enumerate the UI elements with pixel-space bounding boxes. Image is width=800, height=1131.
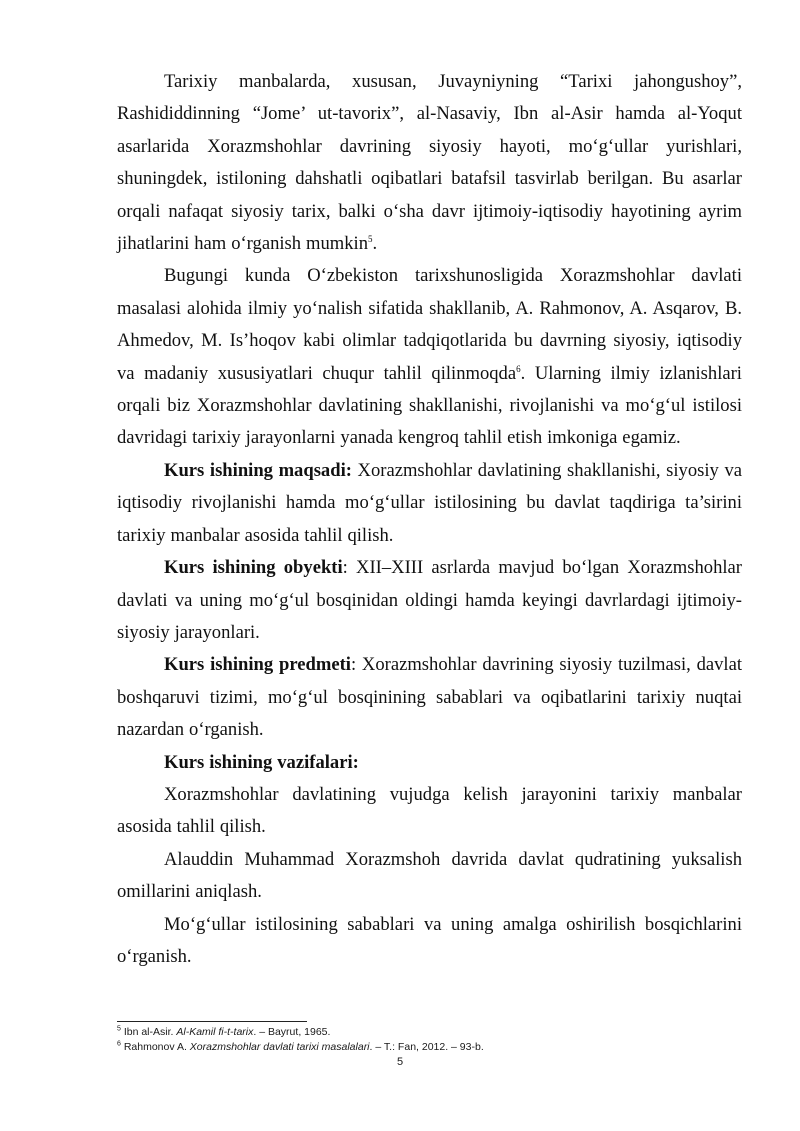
footnote-6: [117, 1040, 742, 1055]
section-label: Kurs ishining predmeti: [164, 654, 351, 676]
paragraph-text: Tarixiy manbalarda, xususan, Juvayniyning “Tarixi jahongushoy”, Rashididdinning “Jome’ ut-tavorix”, al-Nasaviy, Ibn al-Asir hamda al-Yoqut asarlarida Xorazmshohlar davrining siyosiy hayoti, mo‘g‘ullar yurishlari, shuningdek, istiloning dahshatli oqibatlari batafsil tasvirlab berilgan. Bu asarlar orqali nafaqat siyosiy tarix, balki o‘sha davr ijtimoiy-iqtisodiy hayotining ayrim jihatlarini ham o‘rganish mumkin: [117, 71, 742, 255]
section-label: Kurs ishining vazifalari:: [164, 751, 359, 773]
paragraph-text-end: . Ularning ilmiy izlanishlari orqali biz Xorazmshohlar davlatining shakllanishi, rivojlanishi va mo‘g‘ul istilosi davridagi tarixiy jarayonlarni yanada kengroq tahlil etish imkoniga egamiz.: [117, 362, 742, 449]
paragraph-goal: [117, 455, 742, 552]
footnotes: [117, 1025, 742, 1054]
paragraph-text: Alauddin Muhammad Xorazmshoh davrida davlat qudratining yuksalish omillarini aniqlash.: [117, 848, 742, 903]
paragraph-historiography: [117, 260, 742, 454]
paragraph-text: Mo‘g‘ullar istilosining sabablari va uning amalga oshirilish bosqichlarini o‘rganish.: [117, 913, 742, 967]
paragraph-subject: [117, 649, 742, 746]
section-label: Kurs ishining maqsadi:: [164, 459, 352, 481]
footnote-publication: . – T.: Fan, 2012. – 93-b.: [369, 1040, 484, 1053]
paragraph-sources: [117, 66, 742, 260]
paragraph-text: Xorazmshohlar davlatining vujudga kelish jarayonini tarixiy manbalar asosida tahlil qilish.: [117, 783, 742, 838]
paragraph-tasks-heading: [117, 747, 742, 779]
paragraph-text: Bugungi kunda O‘zbekiston tarixshunosligida Xorazmshohlar davlati masalasi alohida ilmiy yo‘nalish sifatida shakllanib, A. Rahmonov, A. Asqarov, B. Ahmedov, M. Is’hoqov kabi olimlar tadqiqotlarida bu davrning siyosiy, iqtisodiy va madaniy xususiyatlari chuqur tahlil qilinmoqda: [117, 265, 742, 384]
footnote-ref[interactable]: 6: [516, 363, 521, 374]
section-label: Kurs ishining obyekti: [164, 557, 343, 579]
footnote-ref[interactable]: 5: [368, 233, 373, 244]
paragraph-text: Xorazmshohlar davlatining shakllanishi, siyosiy va iqtisodiy rivojlanishi hamda mo‘g‘ullar istilosining bu davlat taqdiriga ta’sirini tarixiy manbalar asosida tahlil qilish.: [117, 459, 742, 546]
footnote-author: Rahmonov A.: [123, 1040, 190, 1053]
page-number: 5: [396, 1056, 404, 1068]
paragraph-task-3: [117, 909, 742, 974]
paragraph-text: : Xorazmshohlar davrining siyosiy tuzilmasi, davlat boshqaruvi tizimi, mo‘g‘ul bosqinining sabablari va oqibatlarini tarixiy nuqtai nazardan o‘rganish.: [117, 654, 742, 741]
paragraph-task-1: [117, 779, 742, 844]
paragraph-task-2: [117, 844, 742, 909]
footnote-author: Ibn al-Asir.: [123, 1026, 177, 1038]
footnote-title: Al-Kamil fi-t-tarix: [176, 1026, 254, 1038]
body-text: [117, 66, 742, 973]
footnote-separator: [117, 1021, 307, 1022]
footnote-5: [117, 1025, 742, 1040]
paragraph-text: : XII–XIII asrlarda mavjud bo‘lgan Xorazmshohlar davlati va uning mo‘g‘ul bosqinidan oldingi hamda keyingi davrlardagi ijtimoiy-siyosiy jarayonlari.: [117, 557, 742, 643]
footnote-title: Xorazmshohlar davlati tarixi masalalari: [189, 1040, 370, 1053]
footnote-publication: . – Bayrut, 1965.: [253, 1026, 331, 1038]
paragraph-text-end: .: [372, 233, 378, 255]
footnote-number: 6: [117, 1040, 121, 1047]
footnote-number: 5: [117, 1025, 121, 1033]
paragraph-object: [117, 552, 742, 649]
